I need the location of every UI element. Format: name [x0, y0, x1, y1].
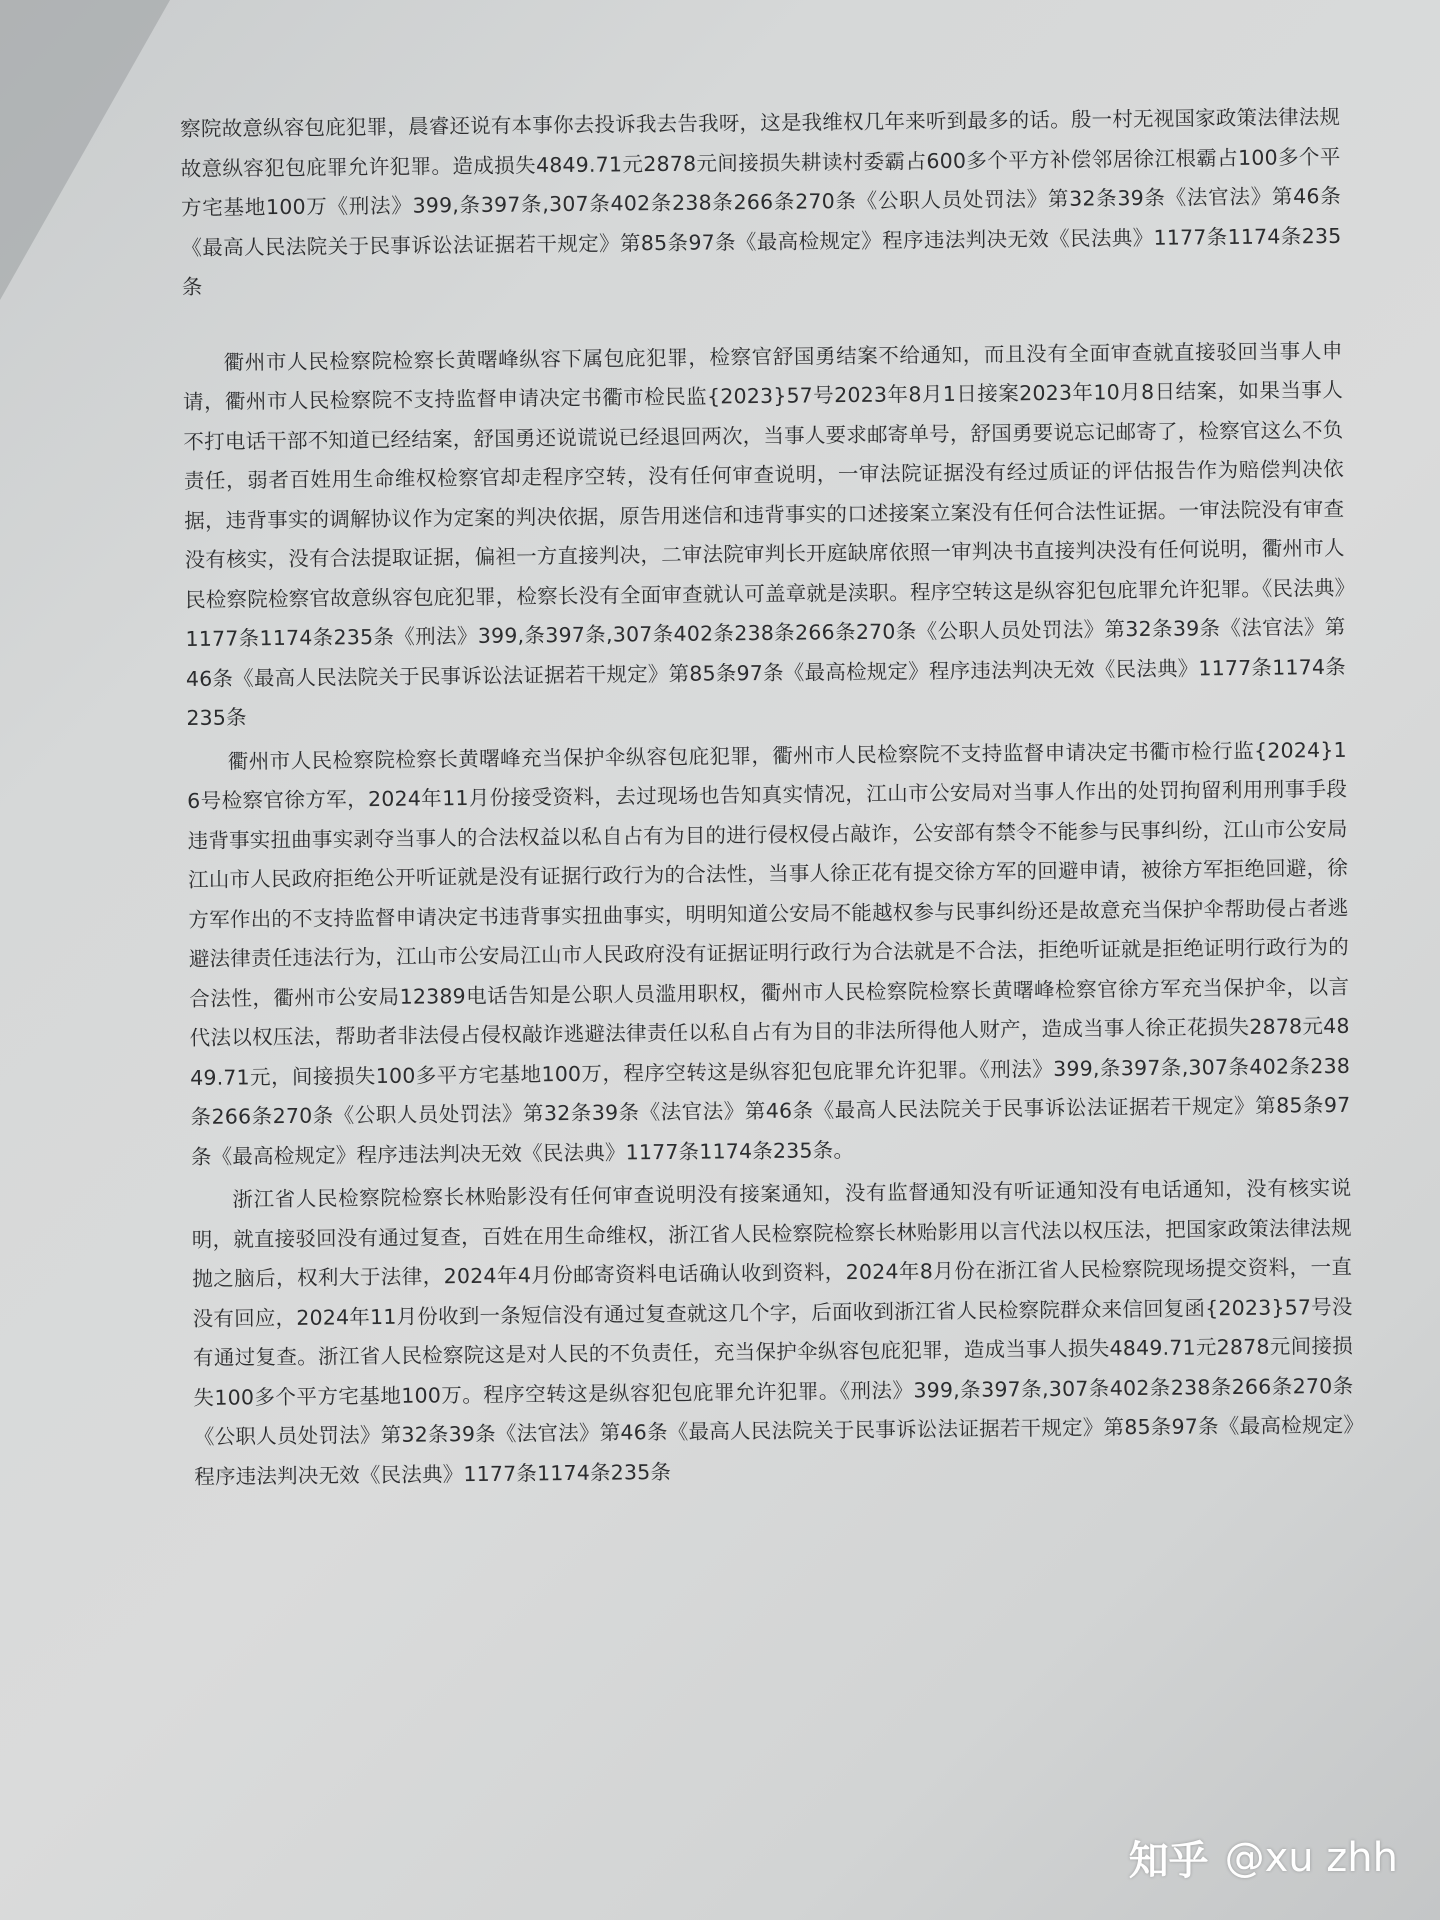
- photo-corner-shadow: [0, 0, 170, 300]
- paragraph-4: 浙江省人民检察院检察长林贻影没有任何审查说明没有接案通知，没有监督通知没有听证通知没有电话通知，没有核实说明，就直接驳回没有通过复查，百姓在用生命维权，浙江省人民检察院检察长林贻影用以言代法以权压法，把国家政策法律法规抛之脑后，权利大于法律，2024年4月份邮寄资料电话确认收到资料，2024年8月份在浙江省人民检察院现场提交资料，一直没有回应，2024年11月份收到一条短信没有通过复查就这几个字，后面收到浙江省人民检察院群众来信回复函{2023}57号没有通过复查。浙江省人民检察院这是对人民的不负责任，充当保护伞纵容包庇犯罪，造成当事人损失4849.71元2878元间接损失100多个平方宅基地100万。程序空转这是纵容犯包庇罪允许犯罪。《刑法》399,条397条,307条402条238条266条270条《公职人员处罚法》第32条39条《法官法》第46条《最高人民法院关于民事诉讼法证据若干规定》第85条97条《最高检规定》程序违法判决无效《民法典》1177条1174条235条: [191, 1175, 1354, 1489]
- watermark-brand: 知乎: [1128, 1838, 1209, 1884]
- paragraph-1: 察院故意纵容包庇犯罪，晨睿还说有本事你去投诉我去告我呀，这是我维权几年来听到最多的话。殷一村无视国家政策法律法规故意纵容犯包庇罪允许犯罪。造成损失4849.71元2878元间接损失耕读村委霸占600多个平方补偿邻居徐江根霸占100多个平方宅基地100万《刑法》399,条397条,307条402条238条266条270条《公职人员处罚法》第32条39条《法官法》第46条《最高人民法院关于民事诉讼法证据若干规定》第85条97条《最高检规定》程序违法判决无效《民法典》1177条1174条235条: [180, 104, 1342, 299]
- zhihu-watermark: [1129, 1829, 1398, 1886]
- paragraph-3: 衢州市人民检察院检察长黄曙峰充当保护伞纵容包庇犯罪，衢州市人民检察院不支持监督申请决定书衢市检行监{2024}16号检察官徐方军，2024年11月份接受资料，去过现场也告知真实情况，江山市公安局对当事人作出的处罚拘留利用刑事手段违背事实扭曲事实剥夺当事人的合法权益以私自占有为目的进行侵权侵占敲诈，公安部有禁令不能参与民事纠纷，江山市公安局江山市人民政府拒绝公开听证就是没有证据行政行为的合法性，当事人徐正花有提交徐方军的回避申请，被徐方军拒绝回避，徐方军作出的不支持监督申请决定书违背事实扭曲事实，明明知道公安局不能越权参与民事纠纷还是故意充当保护伞帮助侵占者逃避法律责任违法行为，江山市公安局江山市人民政府没有证据证明行政行为合法就是不合法，拒绝听证就是拒绝证明行政行为的合法性，衢州市公安局12389电话告知是公职人员滥用职权，衢州市人民检察院检察长黄曙峰检察官徐方军充当保护伞，以言代法以权压法，帮助者非法侵占侵权敲诈逃避法律责任以私自占有为目的非法所得他人财产，造成当事人徐正花损失2878元4849.71元，间接损失100多平方宅基地100万，程序空转这是纵容犯包庇罪允许犯罪。《刑法》399,条397条,307条402条238条266条270条《公职人员处罚法》第32条39条《法官法》第46条《最高人民法院关于民事诉讼法证据若干规定》第85条97条《最高检规定》程序违法判决无效《民法典》1177条1174条235条。: [187, 737, 1351, 1169]
- document-page: [180, 98, 1357, 1750]
- watermark-author: @xu zhh: [1224, 1834, 1398, 1881]
- paragraph-2: 衢州市人民检察院检察长黄曙峰纵容下属包庇犯罪，检察官舒国勇结案不给通知，而且没有全面审查就直接驳回当事人申请，衢州市人民检察院不支持监督申请决定书衢市检民监{2023}57号2023年8月1日接案2023年10月8日结案，如果当事人不打电话干部不知道已经结案，舒国勇还说谎说已经退回两次，当事人要求邮寄单号，舒国勇要说忘记邮寄了，检察官这么不负责任，弱者百姓用生命维权检察官却走程序空转，没有任何审查说明，一审法院证据没有经过质证的评估报告作为赔偿判决依据，违背事实的调解协议作为定案的判决依据，原告用迷信和违背事实的口述接案立案没有任何合法性证据。一审法院没有审查没有核实，没有合法提取证据，偏袒一方直接判决，二审法院审判长开庭缺席依照一审判决书直接判决没有任何说明，衢州市人民检察院检察官故意纵容包庇犯罪，检察长没有全面审查就认可盖章就是渎职。程序空转这是纵容犯包庇罪允许犯罪。《民法典》1177条1174条235条《刑法》399,条397条,307条402条238条266条270条《公职人员处罚法》第32条39条《法官法》第46条《最高人民法院关于民事诉讼法证据若干规定》第85条97条《最高检规定》程序违法判决无效《民法典》1177条1174条235条: [182, 338, 1347, 730]
